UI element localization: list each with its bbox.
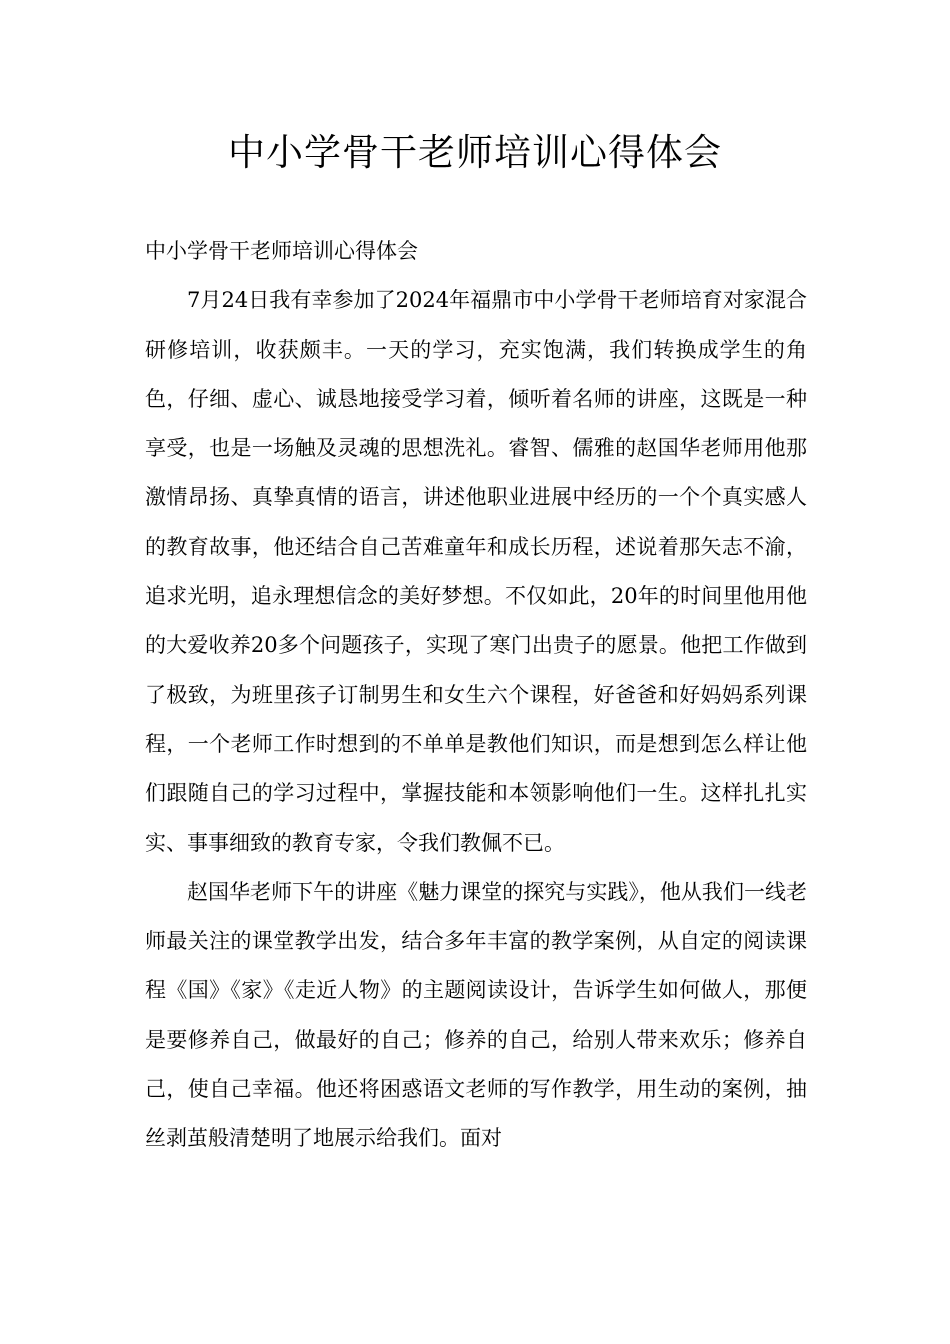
paragraph-2: 赵国华老师下午的讲座《魅力课堂的探究与实践》，他从我们一线老师最关注的课堂教学出发，结合多年丰富的教学案例，从自定的阅读课程《国》《家》《走近人物》的主题阅读设计，告诉学生如何做人，那便是要修养自己，做最好的自己；修养的自己，给别人带来欢乐；修养自己，使自己幸福。他还将困惑语文老师的写作教学，用生动的案例，抽丝剥茧般清楚明了地展示给我们。面对	[145, 879, 807, 1151]
document-subtitle: 中小学骨干老师培训心得体会	[145, 239, 418, 263]
paragraph-1: 7月24日我有幸参加了2024年福鼎市中小学骨干老师培育对家混合研修培训，收获颇丰。一天的学习，充实饱满，我们转换成学生的角色，仔细、虚心、诚恳地接受学习着，倾听着名师的讲座，这既是一种享受，也是一场触及灵魂的思想洗礼。睿智、儒雅的赵国华老师用他那激情昂扬、真挚真情的语言，讲述他职业进展中经历的一个个真实感人的教育故事，他还结合自己苦难童年和成长历程，述说着那矢志不渝，追求光明，追永理想信念的美好梦想。不仅如此，20年的时间里他用他的大爱收养20多个问题孩子，实现了寒门出贵子的愿景。他把工作做到了极致，为班里孩子订制男生和女生六个课程，好爸爸和好妈妈系列课程，一个老师工作时想到的不单单是教他们知识，而是想到怎么样让他们跟随自己的学习过程中，掌握技能和本领影响他们一生。这样扎扎实实、事事细致的教育专家，令我们教佩不已。	[145, 288, 807, 855]
document-body	[145, 227, 807, 1164]
document-title: 中小学骨干老师培训心得体会	[228, 131, 722, 174]
